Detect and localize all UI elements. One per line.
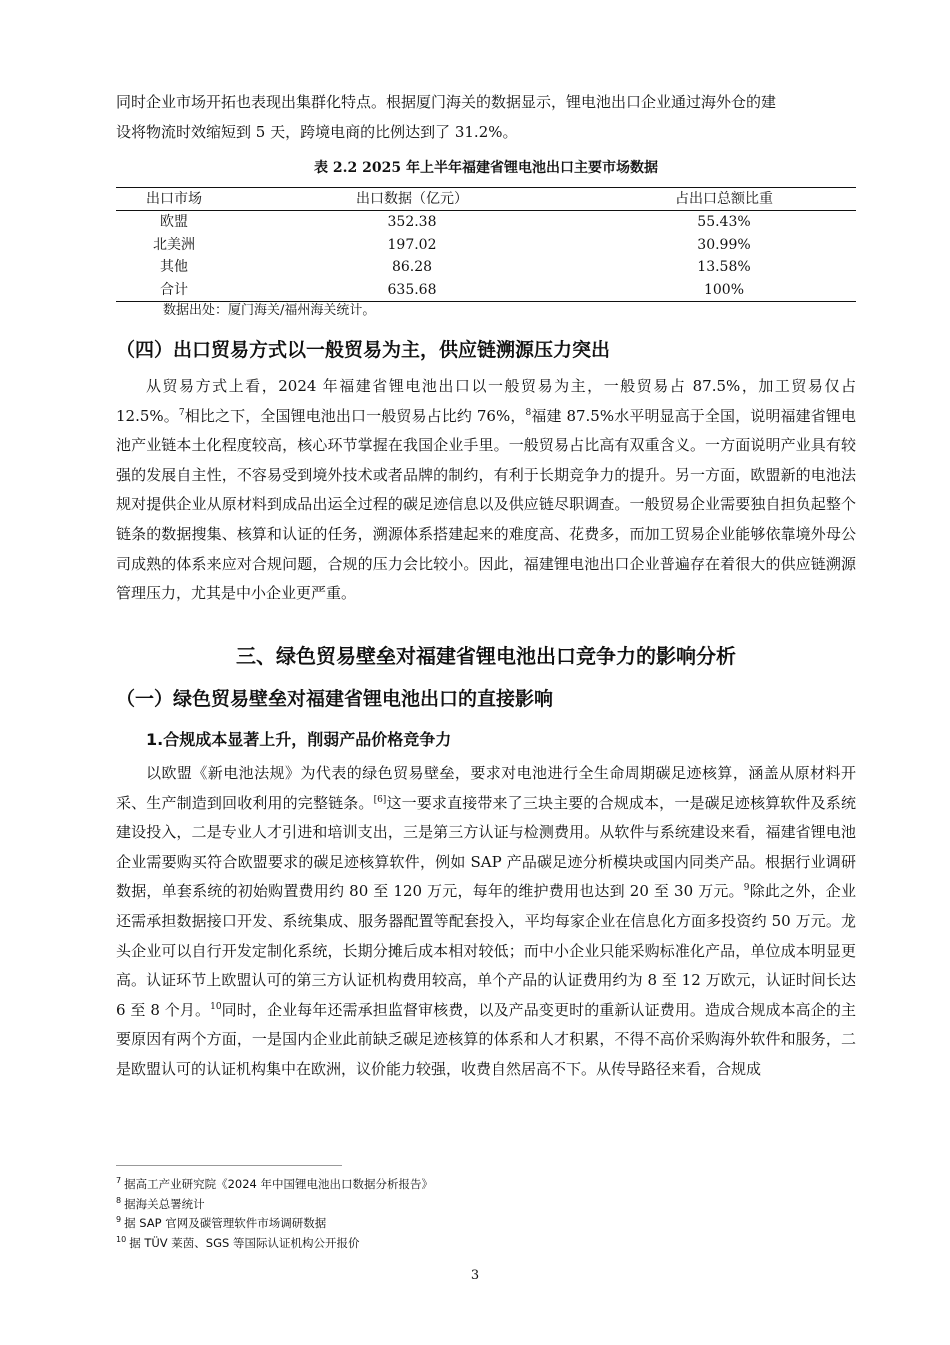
cell-market: 其他: [160, 259, 188, 276]
intro-line-1: 同时企业市场开拓也表现出集群化特点。根据厦门海关的数据显示，锂电池出口企业通过海外仓的建: [116, 93, 777, 111]
cell-value: 86.28: [391, 259, 433, 276]
text-run: 以欧盟《新电池法规》为代表的绿色贸易壁垒，要求对电池进行全生命周期碳足迹核算，涵盖从原材料开采、生产制造到回收利用的完整链条。: [116, 764, 856, 812]
cell-share: 30.99%: [697, 236, 751, 253]
section-4-paragraph: [116, 372, 856, 609]
cell-value: 197.02: [387, 236, 437, 253]
table-row: [116, 256, 856, 278]
footnote-10: [116, 1234, 856, 1254]
cell-market: 欧盟: [160, 214, 188, 231]
table-source-note: 数据出处：厦门海关/福州海关统计。: [163, 303, 376, 318]
footnote-text: 据 TÜV 莱茵、SGS 等国际认证机构公开报价: [129, 1235, 360, 1250]
text-run: 除此之外，企业还需承担数据接口开发、系统集成、服务器配置等配套投入，平均每家企业在信息化方面多投资约 50 万元。龙头企业可以自行开发定制化系统，长期分摊后成本相对较低；而中小企业只能采购标准化产品，单位成本明显更高。认证环节上欧盟认可的第三方认证机构费用较高，单个产品的认证费用约为 8 至 12 万欧元，认证时间长达 6 至 8 个月。: [116, 882, 856, 1019]
intro-paragraph: [116, 88, 856, 147]
table-header-row: [116, 188, 856, 211]
chapter-3-paragraph: [116, 759, 856, 1085]
cell-value: 635.68: [232, 279, 592, 302]
cell-market: 北美洲: [153, 236, 195, 253]
footnote-text: 据 SAP 官网及碳管理软件市场调研数据: [124, 1216, 327, 1231]
footnote-9: [116, 1214, 856, 1234]
header-share: 占出口总额比重: [592, 188, 856, 211]
table-row: [116, 211, 856, 234]
footnotes: [116, 1175, 856, 1253]
cell-share: 100%: [592, 279, 856, 302]
footnote-divider: [116, 1165, 342, 1166]
footnote-ref-7[interactable]: 7: [178, 407, 185, 418]
export-market-table: [116, 187, 856, 302]
table-title: 表 2.2 2025 年上半年福建省锂电池出口主要市场数据: [314, 160, 658, 176]
page-number: 3: [470, 1268, 480, 1283]
header-export-value: 出口数据（亿元）: [232, 188, 592, 211]
footnote-ref-10[interactable]: 10: [210, 1001, 222, 1012]
text-run: 福建 87.5%水平明显高于全国，说明福建省锂电池产业链本土化程度较高，核心环节掌握在我国企业手里。一般贸易占比高有双重含义。一方面说明产业具有较强的发展自主性，不容易受到境外技术或者品牌的制约，有利于长期竞争力的提升。另一方面，欧盟新的电池法规对提供企业从原材料到成品出运全过程的碳足迹信息以及供应链尽职调查。一般贸易企业需要独自担负起整个链条的数据搜集、核算和认证的任务，溯源体系搭建起来的难度高、花费多，而加工贸易企业能够依靠境外母公司成熟的体系来应对合规问题，合规的压力会比较小。因此，福建锂电池出口企业普遍存在着很大的供应链溯源管理压力，尤其是中小企业更严重。: [116, 406, 856, 603]
footnote-text: 据高工产业研究院《2024 年中国锂电池出口数据分析报告》: [124, 1177, 434, 1191]
text-run: 从贸易方式上看，2024 年福建省锂电池出口以一般贸易为主，一般贸易占 87.5%，加工贸易仅占 12.5%。: [116, 377, 856, 425]
text-run: 相比之下，全国锂电池出口一般贸易占比约 76%，: [184, 406, 526, 425]
footnote-text: 据海关总署统计: [124, 1196, 205, 1211]
footnote-ref-9[interactable]: 9: [743, 883, 750, 894]
footnote-8: [116, 1195, 856, 1215]
footnote-7: [116, 1175, 856, 1195]
cell-value: 352.38: [387, 214, 437, 231]
cell-share: 55.43%: [697, 214, 751, 231]
cell-share: 13.58%: [697, 259, 751, 276]
cell-market: 合计: [116, 279, 232, 302]
header-market: 出口市场: [116, 188, 232, 211]
footnote-number: 9: [116, 1215, 122, 1225]
footnote-number: 7: [116, 1176, 122, 1186]
footnote-number: 10: [116, 1234, 127, 1244]
footnote-number: 8: [116, 1195, 122, 1205]
chapter-heading-3: 三、绿色贸易壁垒对福建省锂电池出口竞争力的影响分析: [236, 644, 736, 668]
footnote-ref-8[interactable]: 8: [525, 407, 532, 418]
citation-ref-6[interactable]: [6]: [373, 794, 387, 805]
table-row: [116, 234, 856, 256]
subsubsection-heading-1-1: 1.合规成本显著上升，削弱产品价格竞争力: [146, 730, 452, 749]
intro-line-2: 设将物流时效缩短到 5 天，跨境电商的比例达到了 31.2%。: [116, 122, 518, 141]
subsection-heading-1: （一）绿色贸易壁垒对福建省锂电池出口的直接影响: [116, 688, 554, 710]
section-heading-4: （四）出口贸易方式以一般贸易为主，供应链溯源压力突出: [116, 339, 611, 361]
text-run: 这一要求直接带来了三块主要的合规成本，一是碳足迹核算软件及系统建设投入，二是专业人才引进和培训支出，三是第三方认证与检测费用。从软件与系统建设来看，福建省锂电池企业需要购买符合欧盟要求的碳足迹核算软件，例如 SAP 产品碳足迹分析模块或国内同类产品。根据行业调研数据，单套系统的初始购置费用约 80 至 120 万元，每年的维护费用也达到 20 至 30 万元。: [116, 793, 856, 901]
text-run: 同时，企业每年还需承担监督审核费，以及产品变更时的重新认证费用。造成合规成本高企的主要原因有两个方面，一是国内企业此前缺乏碳足迹核算的体系和人才积累，不得不高价采购海外软件和服务，二是欧盟认可的认证机构集中在欧洲，议价能力较强，收费自然居高不下。从传导路径来看，合规成: [116, 1000, 856, 1078]
